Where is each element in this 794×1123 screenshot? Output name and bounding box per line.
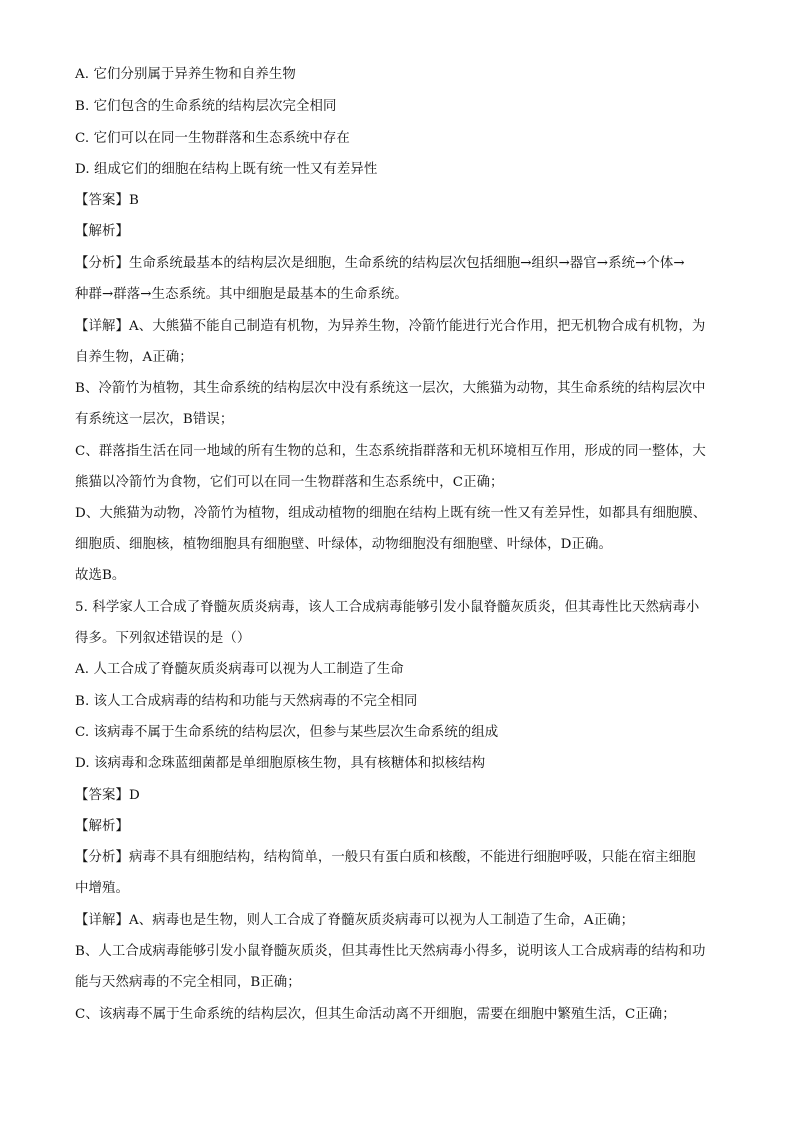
q5-option-b: B. 该人工合成病毒的结构和功能与天然病毒的不完全相同 [75, 694, 418, 709]
detail-text-2: 自养生物，A正确； [75, 350, 193, 365]
detail-text-4: 有系统这一层次，B错误； [75, 412, 234, 427]
answer-label: 【答案】B [75, 193, 139, 208]
option-c-text: C. 它们可以在同一生物群落和生态系统中存在 [75, 131, 350, 146]
detail-text-7: D、大熊猫为动物，冷箭竹为植物，组成动植物的细胞在结构上既有统一性又有差异性，如都具有细胞膜、 [75, 506, 707, 521]
analysis-text-2: 种群→群落→生态系统。其中细胞是最基本的生命系统。 [75, 287, 408, 302]
q5-analysis-heading: 【解析】 [75, 819, 129, 834]
detail-text-5: C、群落指生活在同一地域的所有生物的总和，生态系统指群落和无机环境相互作用，形成的同一整体，大 [75, 444, 706, 459]
q5-option-c: C. 该病毒不属于生命系统的结构层次，但参与某些层次生命系统的组成 [75, 725, 499, 740]
question-5-stem-2: 得多。下列叙述错误的是（） [75, 631, 251, 646]
q5-answer-label: 【答案】D [75, 788, 140, 803]
q5-option-a: A. 人工合成了脊髓灰质炎病毒可以视为人工制造了生命 [75, 662, 404, 677]
q5-detail-text-1: 【详解】A、病毒也是生物，则人工合成了脊髓灰质炎病毒可以视为人工制造了生命，A正确； [75, 913, 635, 928]
option-d-text: D. 组成它们的细胞在结构上既有统一性又有差异性 [75, 162, 378, 177]
detail-text-1: 【详解】A、大熊猫不能自己制造有机物，为异养生物，冷箭竹能进行光合作用，把无机物合成有机物，为 [75, 319, 706, 334]
q5-detail-text-3: 能与天然病毒的不完全相同，B正确； [75, 975, 301, 990]
question-5-stem-1: 5. 科学家人工合成了脊髓灰质炎病毒，该人工合成病毒能够引发小鼠脊髓灰质炎，但其毒性比天然病毒小 [75, 600, 700, 615]
detail-text-3: B、冷箭竹为植物，其生命系统的结构层次中没有系统这一层次，大熊猫为动物，其生命系统的结构层次中 [75, 381, 706, 396]
q5-detail-text-4: C、该病毒不属于生命系统的结构层次，但其生命活动离不开细胞，需要在细胞中繁殖生活，C正确； [75, 1007, 676, 1022]
q5-analysis-text-1: 【分析】病毒不具有细胞结构，结构简单，一般只有蛋白质和核酸，不能进行细胞呼吸，只能在宿主细胞 [75, 850, 696, 865]
analysis-heading: 【解析】 [75, 224, 129, 239]
detail-text-6: 熊猫以冷箭竹为食物，它们可以在同一生物群落和生态系统中，C正确； [75, 475, 504, 490]
analysis-text-1: 【分析】生命系统最基本的结构层次是细胞，生命系统的结构层次包括细胞→组织→器官→系统→个体→ [75, 256, 685, 271]
option-b-text: B. 它们包含的生命系统的结构层次完全相同 [75, 99, 337, 114]
q5-detail-text-2: B、人工合成病毒能够引发小鼠脊髓灰质炎，但其毒性比天然病毒小得多，说明该人工合成病毒的结构和功 [75, 944, 706, 959]
q5-analysis-text-2: 中增殖。 [75, 881, 129, 896]
q5-option-d: D. 该病毒和念珠蓝细菌都是单细胞原核生物，具有核糖体和拟核结构 [75, 756, 486, 771]
option-a-text: A. 它们分别属于异养生物和自养生物 [75, 67, 296, 82]
conclusion-text: 故选B。 [75, 568, 126, 583]
detail-text-8: 细胞质、细胞核，植物细胞具有细胞壁、叶绿体，动物细胞没有细胞壁、叶绿体，D正确。 [75, 537, 612, 552]
